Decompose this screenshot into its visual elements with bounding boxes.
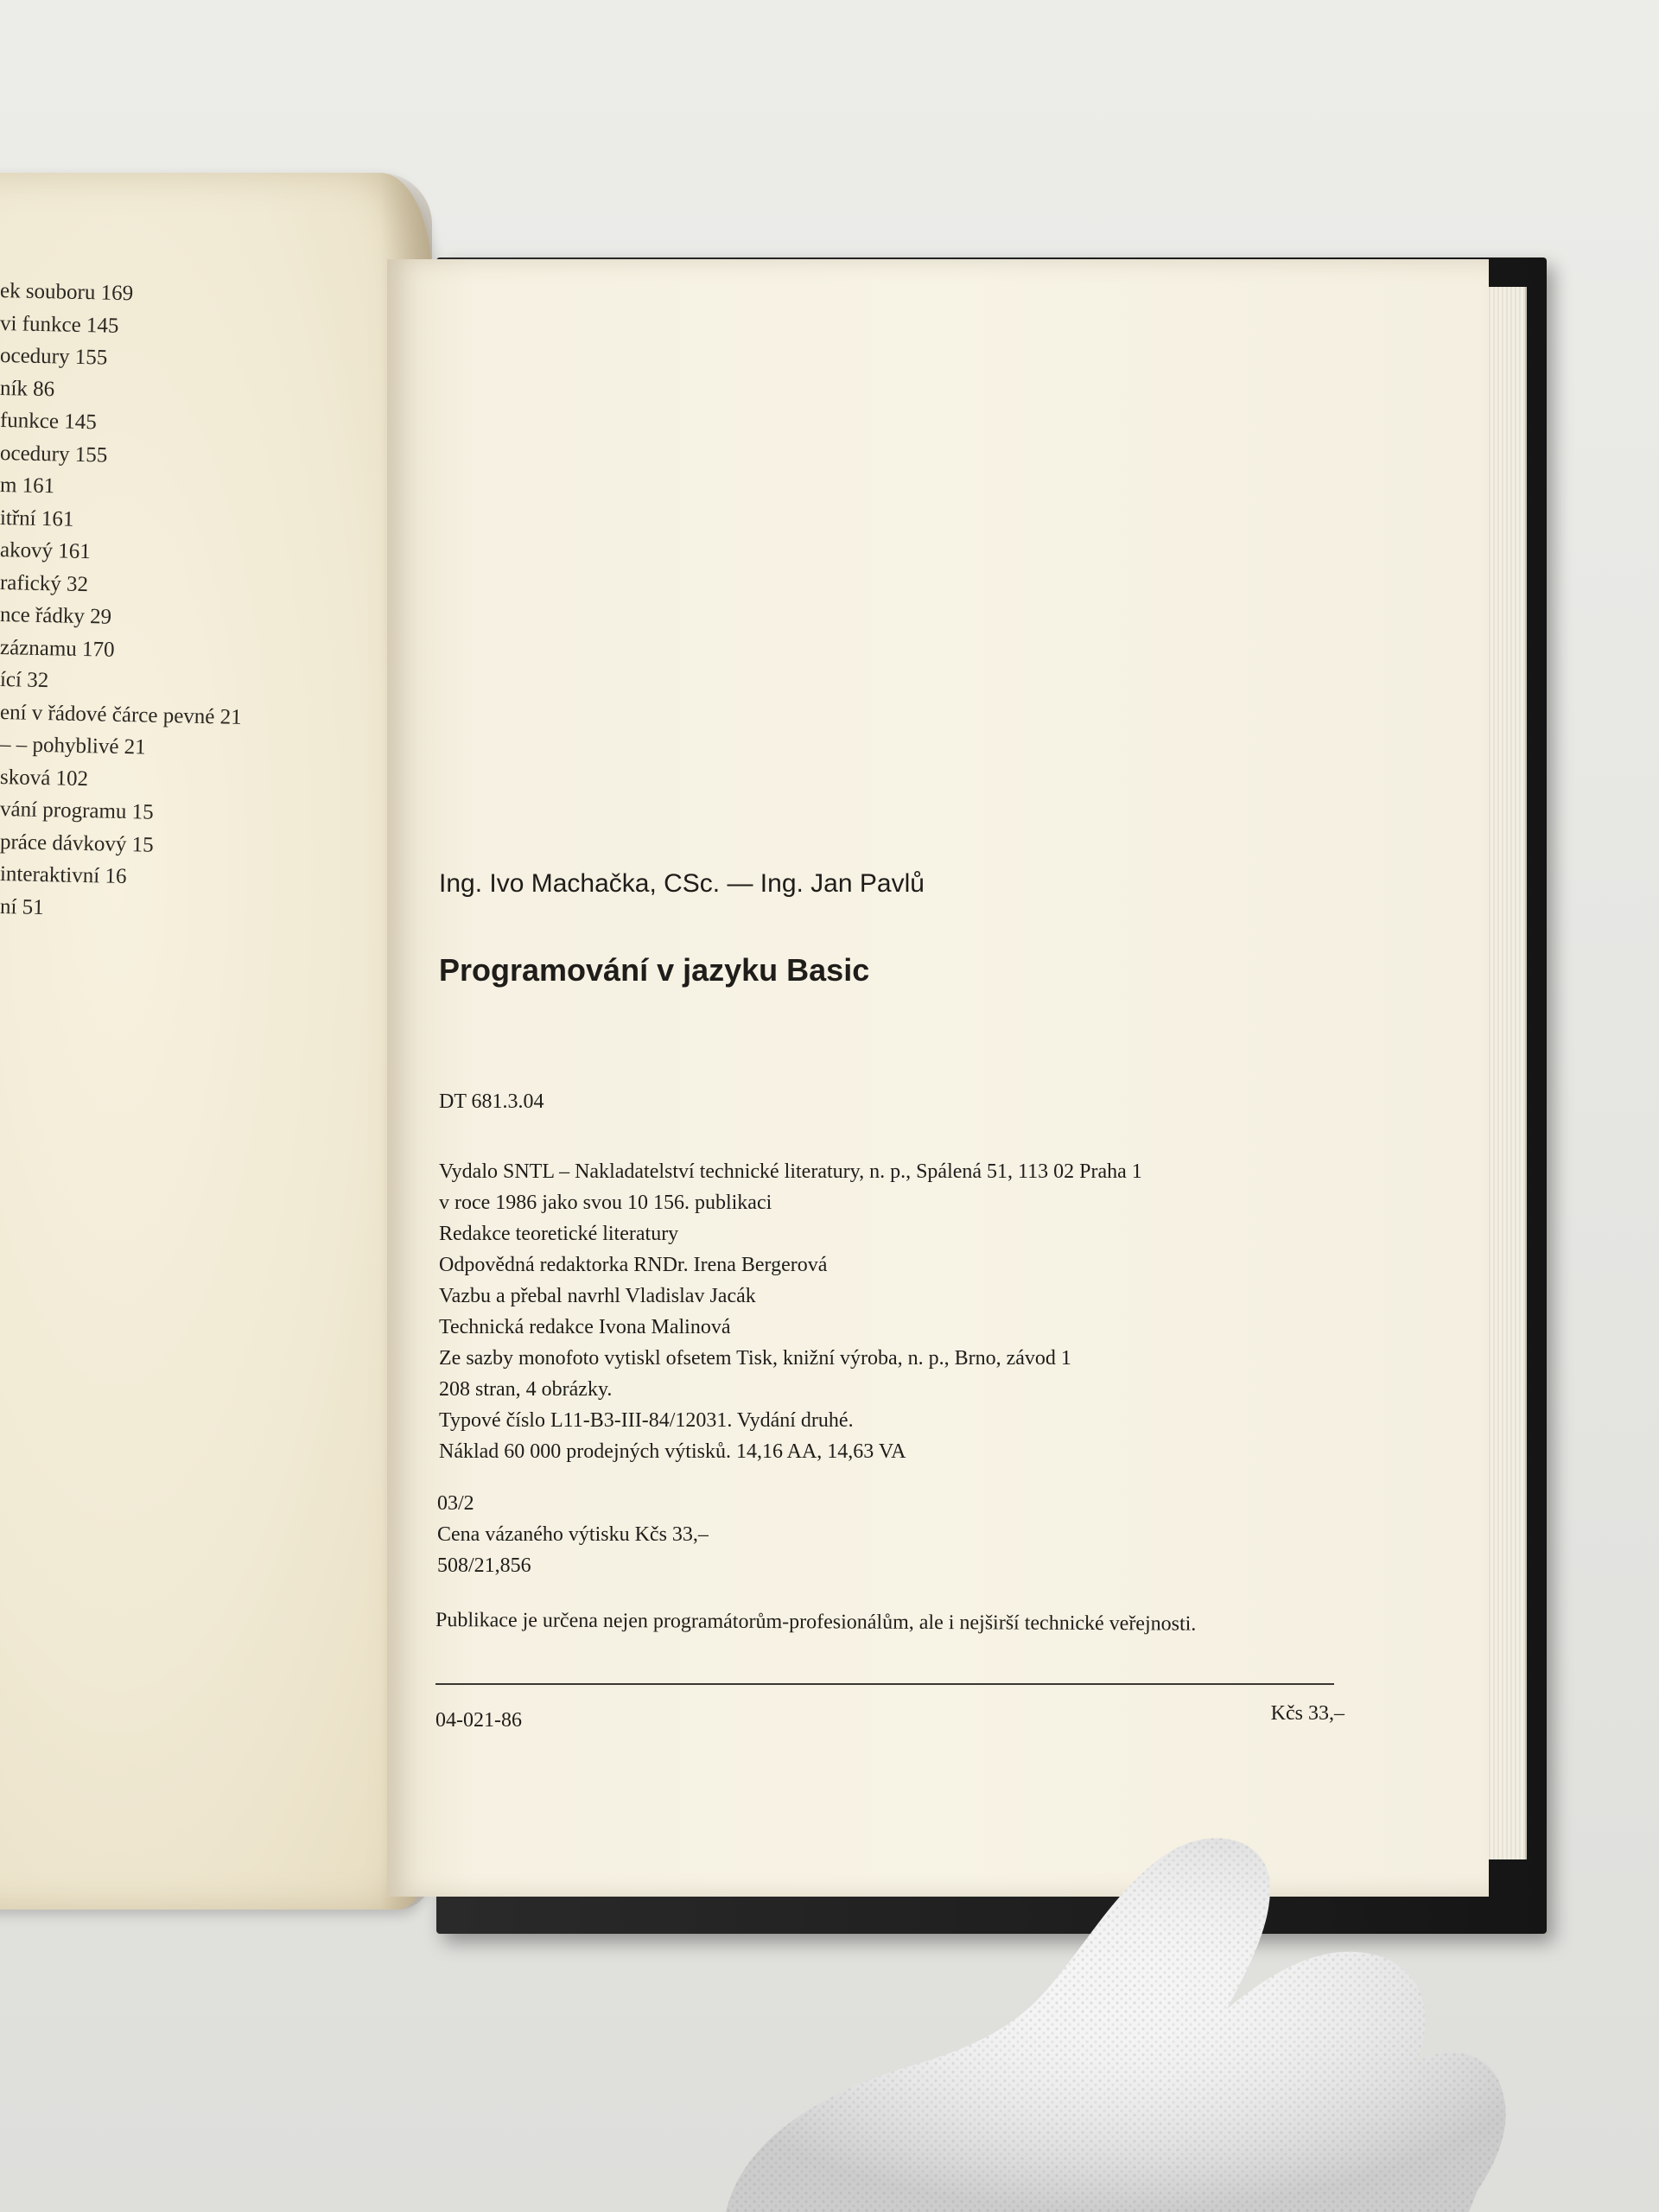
- price-footer: Kčs 33,–: [1270, 1702, 1344, 1725]
- divider-rule: [435, 1683, 1334, 1685]
- imprint-line: Redakce teoretické literatury: [439, 1223, 679, 1245]
- imprint-line: Vydalo SNTL – Nakladatelství technické literatury, n. p., Spálená 51, 113 02 Praha 1: [439, 1160, 1142, 1183]
- white-glove-hand: [674, 1810, 1659, 2212]
- imprint-line: Odpovědná redaktorka RNDr. Irena Bergerová: [439, 1254, 828, 1276]
- authors: Ing. Ivo Machačka, CSc. — Ing. Jan Pavlů: [439, 869, 925, 898]
- index-line: ocedury 155: [0, 441, 108, 467]
- index-line: ocedury 155: [0, 344, 108, 370]
- index-line: sková 102: [0, 765, 89, 791]
- price-block: [437, 1488, 709, 1581]
- index-line: nce řádky 29: [0, 603, 112, 629]
- index-line: ní 51: [0, 894, 44, 919]
- imprint-line: v roce 1986 jako svou 10 156. publikaci: [439, 1192, 772, 1214]
- book-title: Programování v jazyku Basic: [439, 952, 870, 988]
- index-line: m 161: [0, 474, 55, 499]
- imprint-line: Náklad 60 000 prodejných výtisků. 14,16 AA, 14,63 VA: [439, 1440, 906, 1463]
- index-line: práce dávkový 15: [0, 830, 154, 857]
- index-line: interaktivní 16: [0, 862, 127, 889]
- publication-code: 04-021-86: [435, 1709, 522, 1732]
- imprint-line: Vazbu a přebal navrhl Vladislav Jacák: [439, 1285, 756, 1307]
- index-line: ek souboru 169: [0, 279, 134, 306]
- index-list: [0, 275, 242, 923]
- left-page: [0, 173, 432, 1910]
- price-line: Cena vázaného výtisku Kčs 33,–: [437, 1523, 709, 1546]
- index-line: ník 86: [0, 376, 55, 401]
- index-line: rafický 32: [0, 570, 89, 596]
- right-page: [387, 259, 1489, 1897]
- index-line: – – pohyblivé 21: [0, 733, 147, 760]
- index-line: vání programu 15: [0, 798, 154, 824]
- index-line: funkce 145: [0, 409, 98, 435]
- index-line: záznamu 170: [0, 635, 115, 662]
- imprint-line: Technická redakce Ivona Malinová: [439, 1316, 731, 1338]
- price-line: 508/21,856: [437, 1554, 531, 1577]
- audience-note: Publikace je určena nejen programátorům-profesionálům, ale i nejširší technické veřejnosti.: [435, 1609, 1197, 1636]
- imprint-line: 208 stran, 4 obrázky.: [439, 1378, 613, 1401]
- imprint-block: [439, 1156, 1142, 1467]
- imprint-line: Typové číslo L11-B3-III-84/12031. Vydání druhé.: [439, 1409, 854, 1432]
- price-line: 03/2: [437, 1492, 474, 1515]
- index-line: itřní 161: [0, 505, 74, 531]
- index-line: ící 32: [0, 668, 49, 693]
- imprint-line: Ze sazby monofoto vytiskl ofsetem Tisk, knižní výroba, n. p., Brno, závod 1: [439, 1347, 1071, 1370]
- index-line: vi funkce 145: [0, 311, 119, 338]
- index-line: ení v řádové čárce pevné 21: [0, 700, 242, 729]
- index-line: akový 161: [0, 538, 92, 564]
- dt-classification: DT 681.3.04: [439, 1090, 544, 1113]
